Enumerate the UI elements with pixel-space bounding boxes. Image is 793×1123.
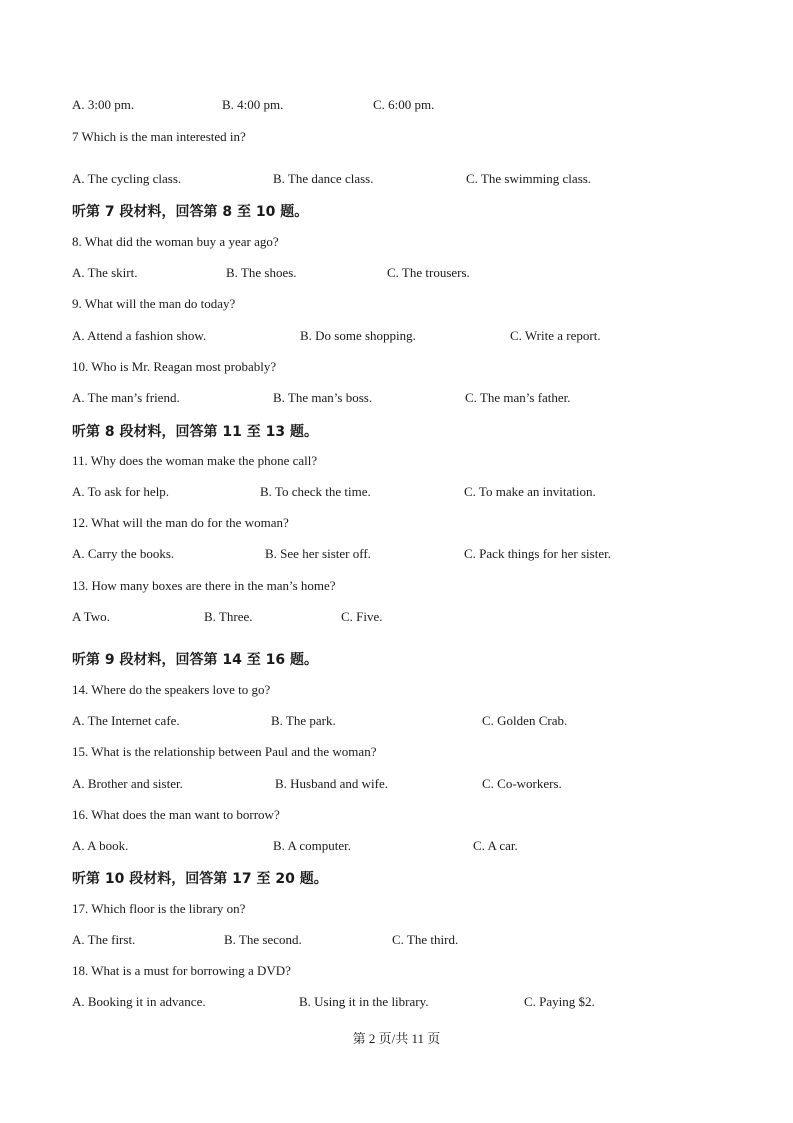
answer-option: A. The Internet cafe. — [72, 713, 180, 728]
answer-option: C. To make an invitation. — [464, 484, 596, 499]
answer-option: A. A book. — [72, 838, 129, 853]
question-text: 11. Why does the woman make the phone call? — [72, 453, 318, 468]
question-text: 10. Who is Mr. Reagan most probably? — [72, 359, 277, 374]
answer-option: A. Carry the books. — [72, 546, 175, 561]
answer-option: B. The park. — [271, 713, 336, 728]
answer-option: C. Write a report. — [510, 328, 601, 343]
answer-option: A. The cycling class. — [72, 171, 182, 186]
section-heading: 听第 8 段材料，回答第 11 至 13 题。 — [72, 424, 318, 440]
answer-option: B. Using it in the library. — [299, 994, 429, 1009]
answer-option: A. Booking it in advance. — [72, 994, 206, 1009]
answer-option: B. To check the time. — [260, 484, 371, 499]
page-footer: 第 2 页/共 11 页 — [352, 1031, 441, 1046]
answer-option: A. To ask for help. — [72, 484, 170, 499]
question-text: 18. What is a must for borrowing a DVD? — [72, 963, 291, 978]
answer-option: B. Do some shopping. — [300, 328, 416, 343]
answer-option: C. A car. — [473, 838, 518, 853]
answer-option: B. The dance class. — [273, 171, 374, 186]
question-text: 7 Which is the man interested in? — [72, 129, 246, 144]
question-text: 14. Where do the speakers love to go? — [72, 682, 271, 697]
answer-option: C. The third. — [392, 932, 459, 947]
section-heading: 听第 9 段材料，回答第 14 至 16 题。 — [72, 652, 318, 668]
question-text: 17. Which floor is the library on? — [72, 901, 246, 916]
answer-option: A Two. — [72, 609, 110, 624]
section-heading: 听第 10 段材料，回答第 17 至 20 题。 — [72, 871, 328, 887]
question-text: 12. What will the man do for the woman? — [72, 515, 289, 530]
question-text: 9. What will the man do today? — [72, 296, 236, 311]
answer-option: B. Three. — [204, 609, 253, 624]
answer-option: C. 6:00 pm. — [373, 97, 435, 112]
question-text: 15. What is the relationship between Paul and the woman? — [72, 744, 377, 759]
answer-option: A. The skirt. — [72, 265, 138, 280]
question-text: 13. How many boxes are there in the man’s home? — [72, 578, 336, 593]
section-heading: 听第 7 段材料，回答第 8 至 10 题。 — [72, 204, 309, 220]
answer-option: C. Five. — [341, 609, 383, 624]
answer-option: C. Pack things for her sister. — [464, 546, 611, 561]
answer-option: C. The trousers. — [387, 265, 470, 280]
answer-option: B. A computer. — [273, 838, 351, 853]
answer-option: C. The man’s father. — [465, 390, 571, 405]
question-text: 8. What did the woman buy a year ago? — [72, 234, 279, 249]
answer-option: C. Paying $2. — [524, 994, 595, 1009]
answer-option: B. See her sister off. — [265, 546, 371, 561]
answer-option: B. The man’s boss. — [273, 390, 373, 405]
answer-option: C. The swimming class. — [466, 171, 592, 186]
answer-option: B. Husband and wife. — [275, 776, 389, 791]
question-text: 16. What does the man want to borrow? — [72, 807, 280, 822]
answer-option: A. The man’s friend. — [72, 390, 180, 405]
answer-option: C. Co-workers. — [482, 776, 562, 791]
answer-option: A. Attend a fashion show. — [72, 328, 207, 343]
answer-option: A. Brother and sister. — [72, 776, 183, 791]
answer-option: A. 3:00 pm. — [72, 97, 135, 112]
answer-option: A. The first. — [72, 932, 136, 947]
answer-option: B. 4:00 pm. — [222, 97, 284, 112]
answer-option: B. The second. — [224, 932, 302, 947]
answer-option: B. The shoes. — [226, 265, 297, 280]
answer-option: C. Golden Crab. — [482, 713, 568, 728]
